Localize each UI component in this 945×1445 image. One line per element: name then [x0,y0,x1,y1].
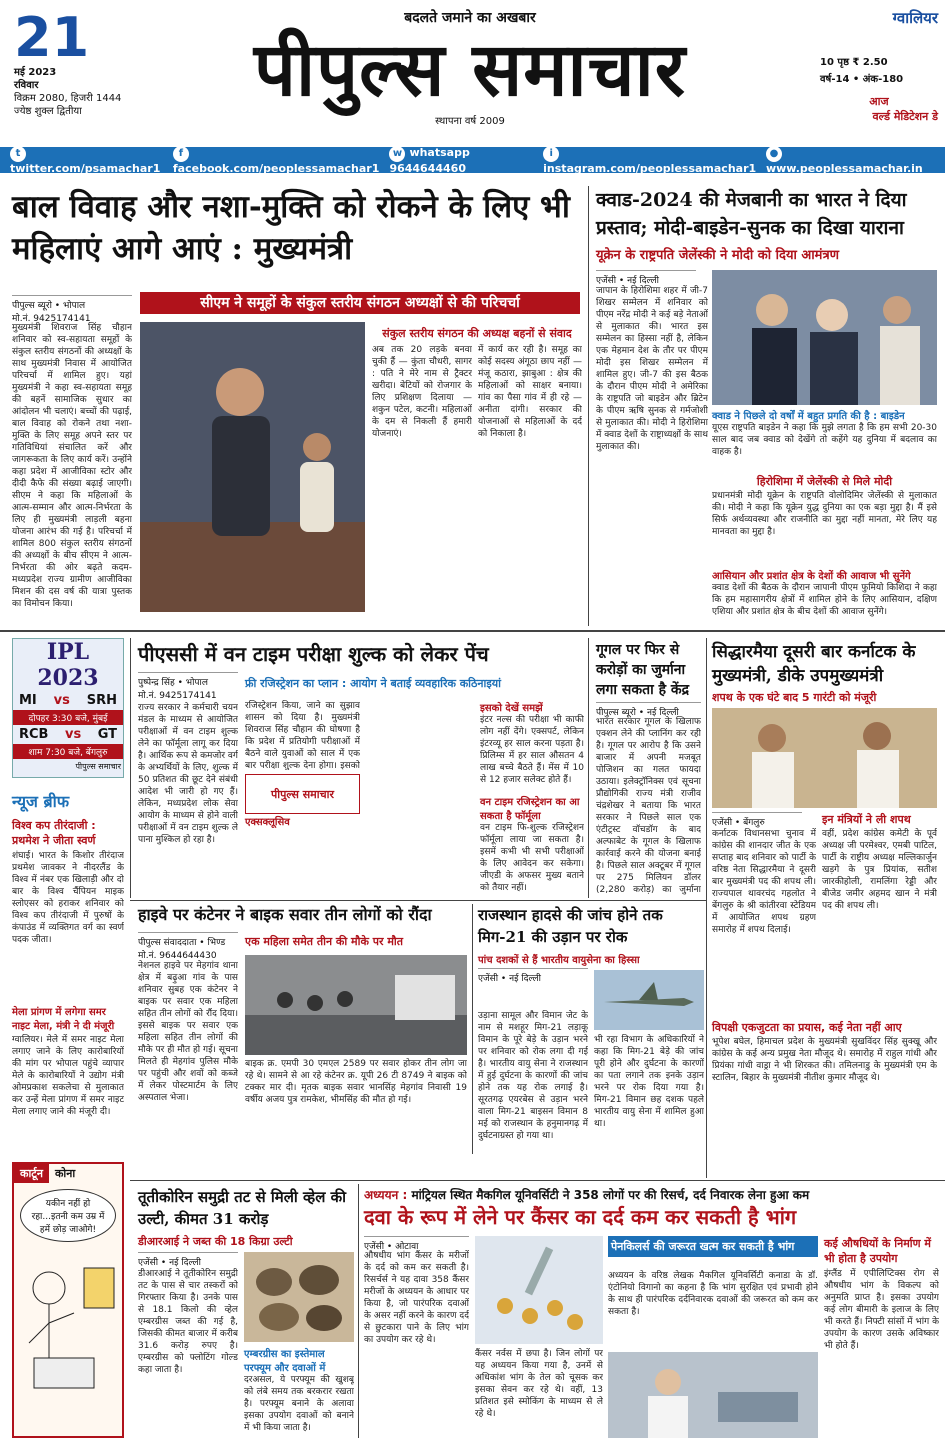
whale-photo [244,1252,354,1342]
cannabis-byline: एजेंसी • ओटावा [364,1236,469,1252]
quad-subhead: यूक्रेन के राष्ट्रपति जेलेंस्की ने मोदी को दिया आमंत्रण [596,248,840,263]
accident-scene-image [245,955,467,1055]
rajasthan-headline: राजस्थान हादसे की जांच होने तक मिग-21 की उड़ान पर रोक [478,906,663,946]
ipl-credit: पीपुल्स समाचार [75,762,121,771]
leaders-hug-image [712,270,937,405]
cartoon-drawing [14,1248,122,1398]
quad-photo [712,270,937,405]
brief-item-2-head: मेला प्रांगण में लगेगा समर नाइट मेला, मंत्री ने दी मंजूरी [12,1007,115,1032]
brief-item-1-head: विश्व कप तीरंदाजी : प्रथमेश ने जीता स्वर्ण [12,819,96,847]
lead-box-text-2: में कार्य कर रही है। समूह का कोई सदस्य अंगूठा छाप नहीं — मंजू कठारा, झाबुआ : क्षेत्र की महिलाओं को साक्षर बनाया। गांव का पैसा गांव में ही रहे — अनीता दांगी। सरकार की योजनाओं से महिलाओं के दर्द को निकाला है। [478,345,582,439]
cannabis-col: कैंसर नर्वस में छपा है। जिन लोगों पर यह अध्ययन किया गया है, उनमें से अधिकांश भांग के तेल को चूसक कर इसका सेवन कर रहे थे। वहीं, 13 प्रतिशत इसे स्मोकिंग के माध्यम से ले रहे थे। [475,1349,603,1419]
dateline [14,6,134,118]
highway-body: नेशनल हाइवे पर मेहगांव थाना क्षेत्र में बढ़ुआ गांव के पास शनिवार सुबह एक कंटेनर ने बाइक पर सवार एक महिला सहित तीन लोगों को रौंद दिया। इससे बाइक पर सवार एक महिला सहित तीन लोगों की मौके पर ही मौत हो गई। सूचना मिलते ही मेहगांव पुलिस मौके पर पहुंची और शवों को कब्जे में लेकर पोस्टमार्टम के लिए अस्पताल भेजा। [138,961,238,1103]
rajasthan-photo [594,970,704,1030]
lead-body: मुख्यमंत्री शिवराज सिंह चौहान शनिवार को स्व-सहायता समूहों के संकुल स्तरीय संगठनों की अध्यक्षों के साथ मुख्यमंत्री निवास में आयोजित परिचर्चा में शामिल हुए। यहां मुख्यमंत्री ने कहा स्व-सहायता समूह की बहनें सामाजिक सुधार का आंदोलन भी चलाएं। बच्चों की पढ़ाई, बाल विवाह को रोकने तथा नशा-मुक्ति के लिए समूह अपने स्तर पर गतिविधियां संचालित करें और जागरूकता के लिए कार्य करें। उन्होंने कहा प्रदेश में आजीविका स्टोर और दीदी कैफे की संख्या बढ़ाई जाएगी। सीएम ने कहा कि महिलाओं के आत्म-सम्मान और आत्म-निर्भरता के लिए ही मुख्यमंत्री लाड़ली बहना योजना आरंभ की गई है। परिचर्चा में शामिल 800 संकुल स्तरीय संगठनों की अध्यक्षों के बीच सीएम ने आत्म-निर्भरता की ओर बढ़ते कदम-मध्यप्रदेश राज्य ग्रामीण आजीविका मिशन की दस वर्ष की यात्रा पुस्तक का विमोचन किया। [12,323,132,609]
ministers-text: वहीं, प्रदेश कांग्रेस कमेटी के पूर्व अध्यक्ष जी परमेश्वर, एमबी पाटिल, पार्टी के राष्ट्रीय अध्यक्ष मल्लिकार्जुन खड़गे के पुत्र प्रियांक, सतीश जारकीहोली, रामलिंगा रेड्डी और बीजेड जमीर अहमद खान ने मंत्री पद की शपथ ली। [822,829,937,911]
cannabis-headline: दवा के रूप में लेने पर कैंसर का दर्द कम कर सकती है भांग [364,1205,797,1229]
cannabis-kicker: अध्ययन : [364,1188,408,1202]
psc-exclusive: एक्सक्लूसिव [245,817,290,828]
pages-price: 10 पृष्ठ ₹ 2.50 [820,57,888,68]
city-edition: ग्वालियर [892,9,938,27]
google-byline: पीपुल्स ब्यूरो • नई दिल्ली [596,702,701,718]
cannabis-body: औषधीय भांग कैंसर के मरीजों के दर्द को कम कर सकती है। रिसर्चर्स ने यह दावा 358 कैंसर मरीजों के अध्ययन के आधार पर किया है, जो पारंपरिक दवाओं के असर नहीं करने के कारण दर्द से छुटकारा पाने के लिए भांग का उपयोग कर रहे थे। [364,1251,469,1345]
karnataka-subhead: शपथ के एक घंटे बाद 5 गारंटी को मंजूरी [712,691,877,704]
social-twitter[interactable]: ttwitter.com/psamachar1 [10,147,161,175]
ambergris-image [244,1252,354,1342]
cartoon-box [12,1162,124,1438]
cartoon-corner: कोना [54,1167,76,1180]
google-headline: गूगल पर फिर से करोड़ों का जुर्माना लगा सकता है केंद्र [596,642,690,698]
psc-exclusive-logo: पीपुल्स समाचार [245,774,360,814]
psc-body: राज्य सरकार ने कर्मचारी चयन मंडल के माध्यम से आयोजित परीक्षाओं में वन टाइम शुल्क लेने का फॉर्मूला लागू कर दिया है। आर्थिक रूप से कमजोर वर्ग के अभ्यर्थियों के लिए, शुल्क में 50 प्रतिशत की छूट देने संबंधी आदेश भी जारी हो गए हैं। लेकिन, मध्यप्रदेश लोक सेवा आयोग के माध्यम से होने वाली परीक्षाओं में वन टाइम शुल्क ले पाना मुश्किल हो रहा है। [138,703,238,845]
brief-title: न्यूज ब्रीफ [12,792,70,811]
lead-byline: पीपुल्स ब्यूरो • भोपाल मो.नं. 9425174141 [12,295,132,324]
cartoon-title: कार्टून [14,1164,49,1183]
today-event: वर्ल्ड मेडिटेशन डे [872,110,938,123]
masthead-logo [170,8,770,133]
psc-col-2 [365,700,475,898]
karnataka-body: कर्नाटक विधानसभा चुनाव में कांग्रेस की शानदार जीत के एक सप्ताह बाद शनिवार को पार्टी के वरिष्ठ नेता सिद्धारमैया ने दूसरी बार मुख्यमंत्री पद की शपथ ली। राज्यपाल थावरचंद गहलोत ने बेंगलुरु के श्री कांतीरवा स्टेडियम में आयोजित शपथ ग्रहण समारोह में शपथ दिलाई। [712,829,816,935]
karnataka-photo [712,708,937,808]
quad-byline: एजेंसी • नई दिल्ली [596,270,696,286]
medicine-head: कई औषधियों के निर्माण में भी होता है उपयोग [824,1237,931,1265]
ipl-match-1-time: दोपहर 3:30 बजे, मुंबई [13,710,123,725]
whale-byline: एजेंसी • नई दिल्ली [138,1252,238,1268]
painkiller-head: पेनकिलर्स की जरूरत खत्म कर सकती है भांग [608,1236,818,1257]
volume-issue: वर्ष-14 • अंक-180 [820,74,904,85]
quad-photo-text: यूएस राष्ट्रपति बाइडेन ने कहा कि मुझे लगता है कि हम सभी 20-30 साल बाद जब क्वाड को देखेंगे तो कहेंगे यह दुनिया में बदलाव का वाहक है। [712,423,937,457]
lead-box-title: संकुल स्तरीय संगठन की अध्यक्ष बहनों से संवाद [382,327,572,340]
twitter-icon: t [10,146,26,162]
whale-subhead: डीआरआई ने जब्त की 18 किग्रा उल्टी [138,1235,293,1248]
instagram-icon: i [543,146,559,162]
social-facebook[interactable]: ffacebook.com/peoplessamachar1 [172,147,380,175]
highway-headline: हाइवे पर कंटेनर ने बाइक सवार तीन लोगों को रौंदा [138,905,432,924]
lead-headline: बाल विवाह और नशा-मुक्ति को रोकने के लिए भी महिलाएं आगे आएं : मुख्यमंत्री [12,189,570,267]
psc-headline: पीएससी में वन टाइम परीक्षा शुल्क को लेकर पेंच [138,642,489,666]
highway-col: बाइक क्र. एमपी 30 एमएल 2589 पर सवार होकर तीन लोग जा रहे थे। सामने से आ रहे कंटेनर क्र. यूपी 26 टी 8749 ने बाइक को टक्कर मार दी। मृतक बाइक सवार भानसिंह मेहगांव निवासी 19 वर्षीय अजय पुत्र रामकेश, भीमसिंह की मौत हो गई। [245,1059,467,1105]
vikram-samvat: विक्रम 2080, हिजरी 1444 [14,93,122,104]
quad-body: जापान के हिरोशिमा शहर में जी-7 शिखर सम्मेलन में शनिवार को पीएम नरेंद्र मोदी ने कई बड़े नेताओं से मुलाकात की। भारत इस सम्मेलन का हिस्सा नहीं है, लेकिन एक मेहमान देश के तौर पर पीएम मोदी इस शिखर सम्मेलन में शामिल हुए। जी-7 की इस बैठक के दौरान पीएम मोदी ने अमेरिका के राष्ट्रपति जो बाइडेन और ब्रिटेन के पीएम ऋषि सुनक से गर्मजोशी से मुलाकात की। मोदी ने हिरोशिमा में क्वाड देशों के राष्ट्राध्यक्षों के साथ मुलाकात की। [596,286,708,452]
cannabis-kicker-text: मांट्रियल स्थित मैकगिल यूनिवर्सिटी ने 358 लोगों पर की रिसर्च, दर्द निवारक लेना हुआ कम [411,1188,810,1202]
ipl-box [12,638,124,778]
quad-photo-caption: क्वाड ने पिछले दो वर्षों में बहुत प्रगति की है : बाइडेन [712,411,905,422]
masthead-right [820,8,938,124]
ipl-match-1: MI vs SRH [19,693,117,708]
cannabis-oil-image [475,1236,603,1344]
medicine-text: इंग्लैंड में एपीलिप्टिक्स रोग से औषधीय भांग के विकल्प को अनुमति प्राप्त है। इसका उपयोग कई लोग बीमारी के इलाज के लिए भी करते हैं। निफ्टी सांसों में भांग के उपयोग के कारण उसके अविष्कार भी होते हैं। [824,1269,939,1351]
brief-item-1-text: शंघाई। भारत के किशोर तीरंदाज प्रथमेश जावकर ने नीदरलैंड के विश्व में नंबर एक खिलाड़ी और दो बार के विश्व चैंपियन माइक स्लोएसर को हराकर शनिवार को विश्व कप तीरंदाजी में पुरुषों के कंपाउंड में व्यक्तिगत वर्ग का स्वर्ण पदक जीता। [12,851,124,945]
cannabis-kicker-line [364,1186,939,1203]
psc-col-3: इसको देखें समझें इंटर नल्स की परीक्षा भी काफी लोग नहीं देंगे। एक्सपर्ट, लेकिन इंटरव्यू हर साल करना पड़ता है। प्रिलिम्स में हर साल औसतन 4 लाख बच्चे बैठते हैं। मेंस में 10 से 12 हजार सलेक्ट होते हैं। वन टाइम रजिस्ट्रेशन का आ सकता है फॉर्मूला वन टाइम फि-शुल्क रजिस्ट्रेशन फॉर्मूला लाया जा सकता है। इसमें कभी भी सभी परीक्षाओं के लिए आवेदन कर सकेगा। जीएडी के अफसर मुख्य बताने को तैयार नहीं। [480,703,584,893]
brief-item-2-text: ग्वालियर। मेले में समर नाइट मेला लगाए जाने के लिए कारोबारियों की मांग पर भोपाल पहुंचे व्यापार मेले के कारोबारियों ने उद्योग मंत्री ओमप्रकाश सकलेचा से मुलाकात कर उन्हें मेला प्रांगण में समर नाइट मेला लगाए जाने की मंजूरी दी। [12,1035,124,1117]
rajasthan-body: उड़ाना सामूल और विमान जेट के नाम से मशहूर मिग-21 लड़ाकू विमान के पूरे बेड़े के उड़ान भरने पर शनिवार को रोक लगा दी गई है। भारतीय वायु सेना ने राजस्थान में हुई दुर्घटना के कारणों की जांच होने तक यह रोक लगाई है। सूरतगढ़ एयरबेस से उड़ान भरने वाला मिग-21 बाइसन विमान 8 मई को राजस्थान के हनुमानगढ़ में दुर्घटनाग्रस्त हो गया था। [478,1011,588,1141]
psc-subhead: फ्री रजिस्ट्रेशन का प्लान : आयोग ने बताई व्यवहारिक कठिनाइयां [245,677,501,690]
cm-speaking-image [140,322,365,612]
asean-head: आसियान और प्रशांत क्षेत्र के देशों की आवाज भी सुनेंगे [712,571,911,582]
whale-headline: तूतीकोरिन समुद्री तट से मिली व्हेल की उल्टी, कीमत 31 करोड़ [138,1188,347,1228]
globe-icon: ● [766,146,782,162]
highway-byline: पीपुल्स संवाददाता • भिण्ड मो.नं. 9644644430 [138,932,238,961]
psc-col: रजिस्ट्रेशन किया, जाने का सुझाव शासन को दिया है। मुख्यमंत्री शिवराज सिंह चौहान की घोषणा है कि प्रदेश में प्रतियोगी परीक्षाओं में बैठने वाले युवाओं को साल में एक बार परीक्षा शुल्क देना होगा। इसको पीपुल्स समाचार एक्सक्लूसिव [245,701,360,828]
ipl-match-2-time: शाम 7:30 बजे, बेंगलुरु [13,744,123,759]
ipl-match-2: RCB vs GT [19,727,117,742]
opposition-head: विपक्षी एकजुटता का प्रयास, कई नेता नहीं आए [712,1021,902,1034]
date-number: 21 [14,6,90,69]
paper-name: पीपुल्स समाचार [253,27,687,113]
cartoon-bubble: यकीन नहीं हो रहा...इतनी कम उम्र में हमें छोड़ जाओगे! [20,1189,116,1242]
lead-photo [140,322,365,612]
asean-text: क्वाड देशों की बैठक के दौरान जापानी पीएम फुमियो किशिदा ने कहा कि हम महासागरीय क्षेत्रों में शामिल होने के लिए आसियान, दक्षिण एशिया और प्रशांत क्षेत्र के बीच देशों की आवाज सुनेंगे। [712,583,937,617]
social-instagram[interactable]: iinstagram.com/peoplessamachar1 [543,147,757,175]
weekday: रविवार [14,80,39,91]
zelensky-head: हिरोशिमा में जेलेंस्की से मिले मोदी [756,475,893,488]
psc-byline: पुष्पेन्द्र सिंह • भोपाल मो.नं. 9425174141 [138,672,238,701]
cannabis-photo [475,1236,603,1344]
karnataka-byline: एजेंसी • बेंगलुरु [712,812,802,828]
lead-box-text: अब तक 20 लड़के बनवा चुकी हैं — कुंता चौधरी, सागर : पति ने मेरे नाम से ट्रैक्टर खरीदा। बेटियों को रोजगार के लिए प्रशिक्षण दिलाया — शकुन पटेल, कटनी। महिलाओं के दम से निकली हैं हमारी योजनाएं। [372,345,472,439]
painkiller-text: अध्ययन के वरिष्ठ लेखक मैकगिल यूनिवर्सिटी कनाडा के डॉ. एंटोनियो विगानो का कहना है कि भांग सुरक्षित एवं प्रभावी होने के साथ ही पारंपरिक दर्दनिवारक दवाओं की जरूरत को कम कर सकता है। [608,1271,818,1317]
ministers-head: इन मंत्रियों ने ली शपथ [822,813,911,826]
rajasthan-subhead: पांच दशकों से हैं भारतीय वायुसेना का हिस्सा [478,955,640,966]
tagline: बदलते जमाने का अखबार [404,10,536,26]
whatsapp-icon: w [389,146,405,162]
cannabis-photo-2 [608,1352,818,1438]
whale-photo-text: दरअसल, ये परफ्यूम की खुशबू को लंबे समय तक बरकरार रखता है। परफ्यूम बनाने के अलावा इसका उपयोग दवाओं को बनाने में भी किया जाता है। [244,1375,354,1433]
social-whatsapp[interactable]: w whatsapp 9644644460 [389,145,470,175]
social-website[interactable]: ●www.peoplessamachar.in [765,147,923,175]
highway-photo [245,955,467,1055]
opposition-text: भूपेश बघेल, हिमाचल प्रदेश के मुख्यमंत्री सुखविंदर सिंह सुक्खू और कांग्रेस के कई अन्य प्रमुख नेता मौजूद थे। समारोह में राहुल गांधी और प्रियंका गांधी वाड्रा ने भी शिरकत की। तमिलनाडु के मुख्यमंत्री एम के स्टालिन, बिहार के मुख्यमंत्री नीतीश कुमार मौजूद थे। [712,1037,937,1083]
facebook-icon: f [173,146,189,162]
whale-photo-caption: एम्बरग्रीस का इस्तेमाल परफ्यूम और दवाओं में [244,1349,326,1374]
tithi: ज्येष्ठ शुक्ल द्वितीया [14,106,82,117]
highway-subhead: एक महिला समेत तीन की मौके पर मौत [245,935,404,948]
rajasthan-col: भी रहा विभाग के अधिकारियों ने कहा कि मिग-21 बेड़े की जांच पूरी होने और दुर्घटना के कारणों का पता लगाने तक इनके उड़ान भरने पर रोक दिया गया है। मिग-21 विमान छह दशक पहले भारतीय वायु सेना में शामिल हुआ था। [594,1035,704,1129]
month-year: मई 2023 [14,67,57,78]
established: स्थापना वर्ष 2009 [435,116,505,127]
rajasthan-byline: एजेंसी • नई दिल्ली [478,968,588,984]
quad-headline: क्वाड-2024 की मेजबानी का भारत ने दिया प्रस्ताव; मोदी-बाइडेन-सुनक का दिखा याराना [596,189,907,239]
swearing-in-image [712,708,937,808]
ipl-title: IPL 2023 [37,639,99,691]
whale-body: डीआरआई ने तूतीकोरिन समुद्री तट के पास से चार तस्करों को गिरफ्तार किया है। उनके पास से 18.1 किलो की व्हेल एम्बरग्रीस जब्त की गई है, जिसकी कीमत बाजार में करीब 31.6 करोड़ रुपए है। एम्बरग्रीस को फ्लोटिंग गोल्ड कहा जाता है। [138,1269,238,1375]
today-label: आज [869,95,889,108]
karnataka-headline: सिद्धारमैया दूसरी बार कर्नाटक के मुख्यमंत्री, डीके उपमुख्यमंत्री [712,642,916,686]
zelensky-text: प्रधानमंत्री मोदी यूक्रेन के राष्ट्रपति वोलोदिमिर जेलेंस्की से मुलाकात की। मोदी ने कहा कि यूक्रेन युद्ध दुनिया का एक बड़ा मुद्दा है। मैं इसे सिर्फ अर्थव्यवस्था और राजनीति का मुद्दा नहीं मानता, मेरे लिए यह मानवता का मुद्दा है। [712,491,937,537]
lead-subhead: सीएम ने समूहों के संकुल स्तरीय संगठन अध्यक्षों से की परिचर्चा [140,292,580,314]
social-bar [0,147,945,173]
google-body: भारत सरकार गूगल के खिलाफ एक्शन लेने की प्लानिंग कर रही है। गूगल पर आरोप है कि उसने बाजार में अपनी मजबूत पोजिशन का गलत फायदा उठाया। इलेक्ट्रॉनिक्स एवं सूचना प्रौद्योगिकी राज्य मंत्री राजीव चंद्रशेखर ने बताया कि भारत सरकार ने पिछले साल एक एंटीट्रस्ट वॉचडॉग के बाद अल्फाबेट के गूगल के खिलाफ कार्रवाई करने की योजना बनाई है। पिछले साल अक्टूबर में गूगल पर 275 मिलियन डॉलर (2,280 करोड़) का जुर्माना [596,717,701,895]
mig21-jet-image [594,970,704,1030]
researcher-image [608,1352,818,1438]
